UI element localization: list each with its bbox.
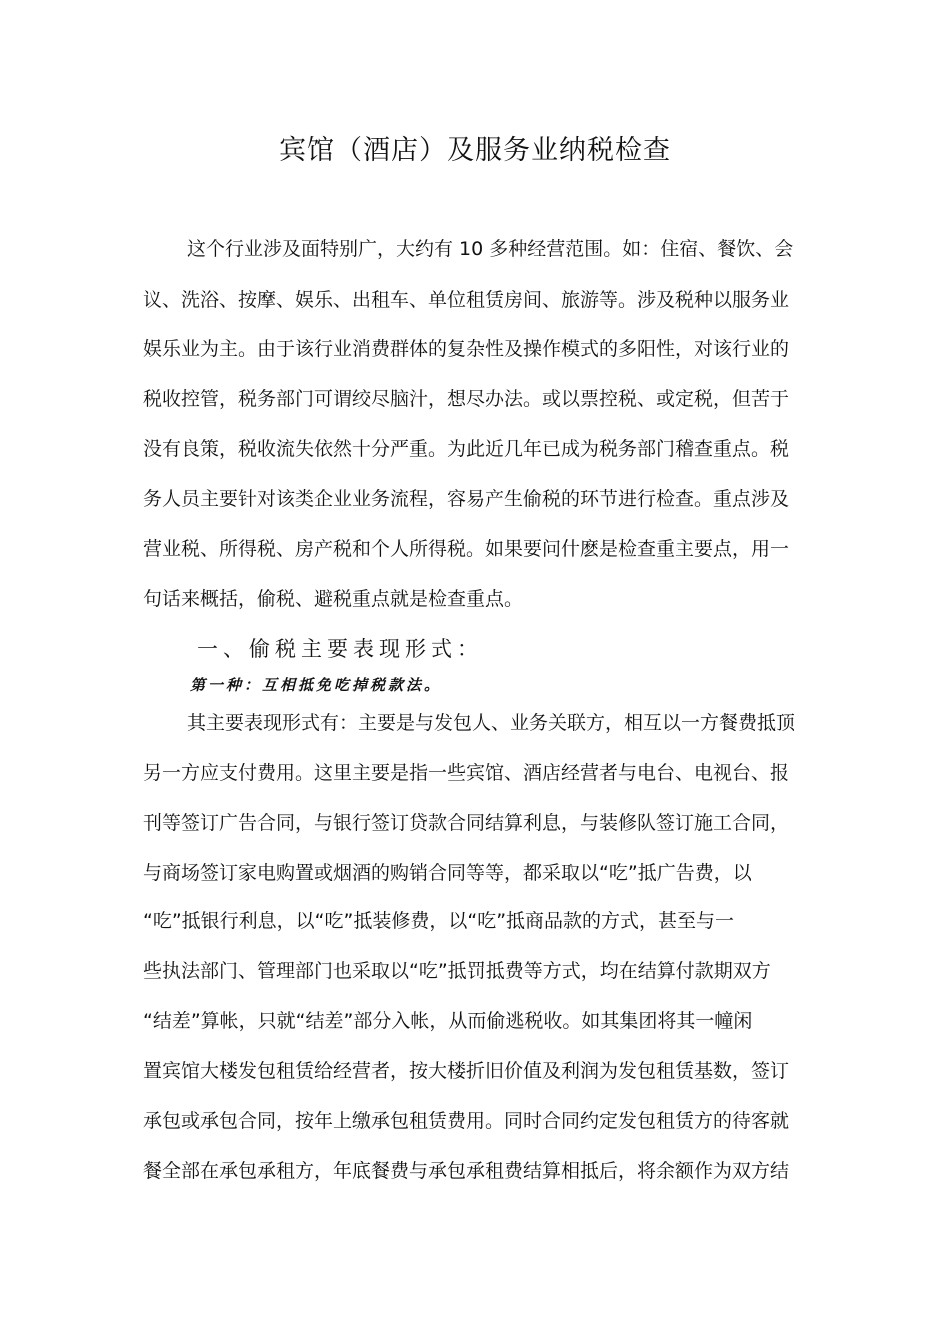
body-line: 餐全部在承包承租方，年底餐费与承包承租费结算相抵后，将余额作为双方结 bbox=[143, 1160, 790, 1182]
body-line: 与商场签订家电购置或烟酒的购销合同等等，都采取以“吃”抵广告费，以 bbox=[143, 862, 752, 884]
body-line: 其主要表现形式有：主要是与发包人、业务关联方，相互以一方餐费抵顶 bbox=[187, 712, 796, 734]
body-line: “结差”算帐，只就“结差”部分入帐，从而偷逃税收。如其集团将其一幢闲 bbox=[143, 1010, 753, 1032]
section-heading: 一、偷税主要表现形式： bbox=[197, 637, 483, 661]
intro-line: 没有良策，税收流失依然十分严重。为此近几年已成为税务部门稽查重点。税 bbox=[143, 438, 790, 460]
subsection-heading: 第一种：互相抵免吃掉税款法。 bbox=[190, 676, 443, 694]
intro-line: 营业税、所得税、房产税和个人所得税。如果要问什麽是检查重主要点，用一 bbox=[143, 538, 790, 560]
body-line: 刊等签订广告合同，与银行签订贷款合同结算利息，与装修队签订施工合同， bbox=[143, 812, 790, 834]
intro-line: 这个行业涉及面特别广，大约有 10 多种经营范围。如：住宿、餐饮、会 bbox=[187, 238, 794, 260]
intro-line: 税收控管，税务部门可谓绞尽脑汁，想尽办法。或以票控税、或定税，但苦于 bbox=[143, 388, 790, 410]
body-line: 承包或承包合同，按年上缴承包租赁费用。同时合同约定发包租赁方的待客就 bbox=[143, 1110, 790, 1132]
body-line: 置宾馆大楼发包租赁给经营者，按大楼折旧价值及利润为发包租赁基数，签订 bbox=[143, 1060, 790, 1082]
intro-line: 娱乐业为主。由于该行业消费群体的复杂性及操作模式的多阳性，对该行业的 bbox=[143, 338, 790, 360]
body-line: 些执法部门、管理部门也采取以“吃”抵罚抵费等方式，均在结算付款期双方 bbox=[143, 960, 771, 982]
intro-line: 议、洗浴、按摩、娱乐、出租车、单位租赁房间、旅游等。涉及税种以服务业 bbox=[143, 289, 790, 311]
body-line: “吃”抵银行利息，以“吃”抵装修费，以“吃”抵商品款的方式，甚至与一 bbox=[143, 910, 735, 932]
body-line: 另一方应支付费用。这里主要是指一些宾馆、酒店经营者与电台、电视台、报 bbox=[143, 762, 790, 784]
intro-line: 句话来概括，偷税、避税重点就是检查重点。 bbox=[143, 588, 524, 610]
document-title: 宾馆（酒店）及服务业纳税检查 bbox=[279, 135, 671, 166]
intro-line: 务人员主要针对该类企业业务流程，容易产生偷税的环节进行检查。重点涉及 bbox=[143, 488, 790, 510]
